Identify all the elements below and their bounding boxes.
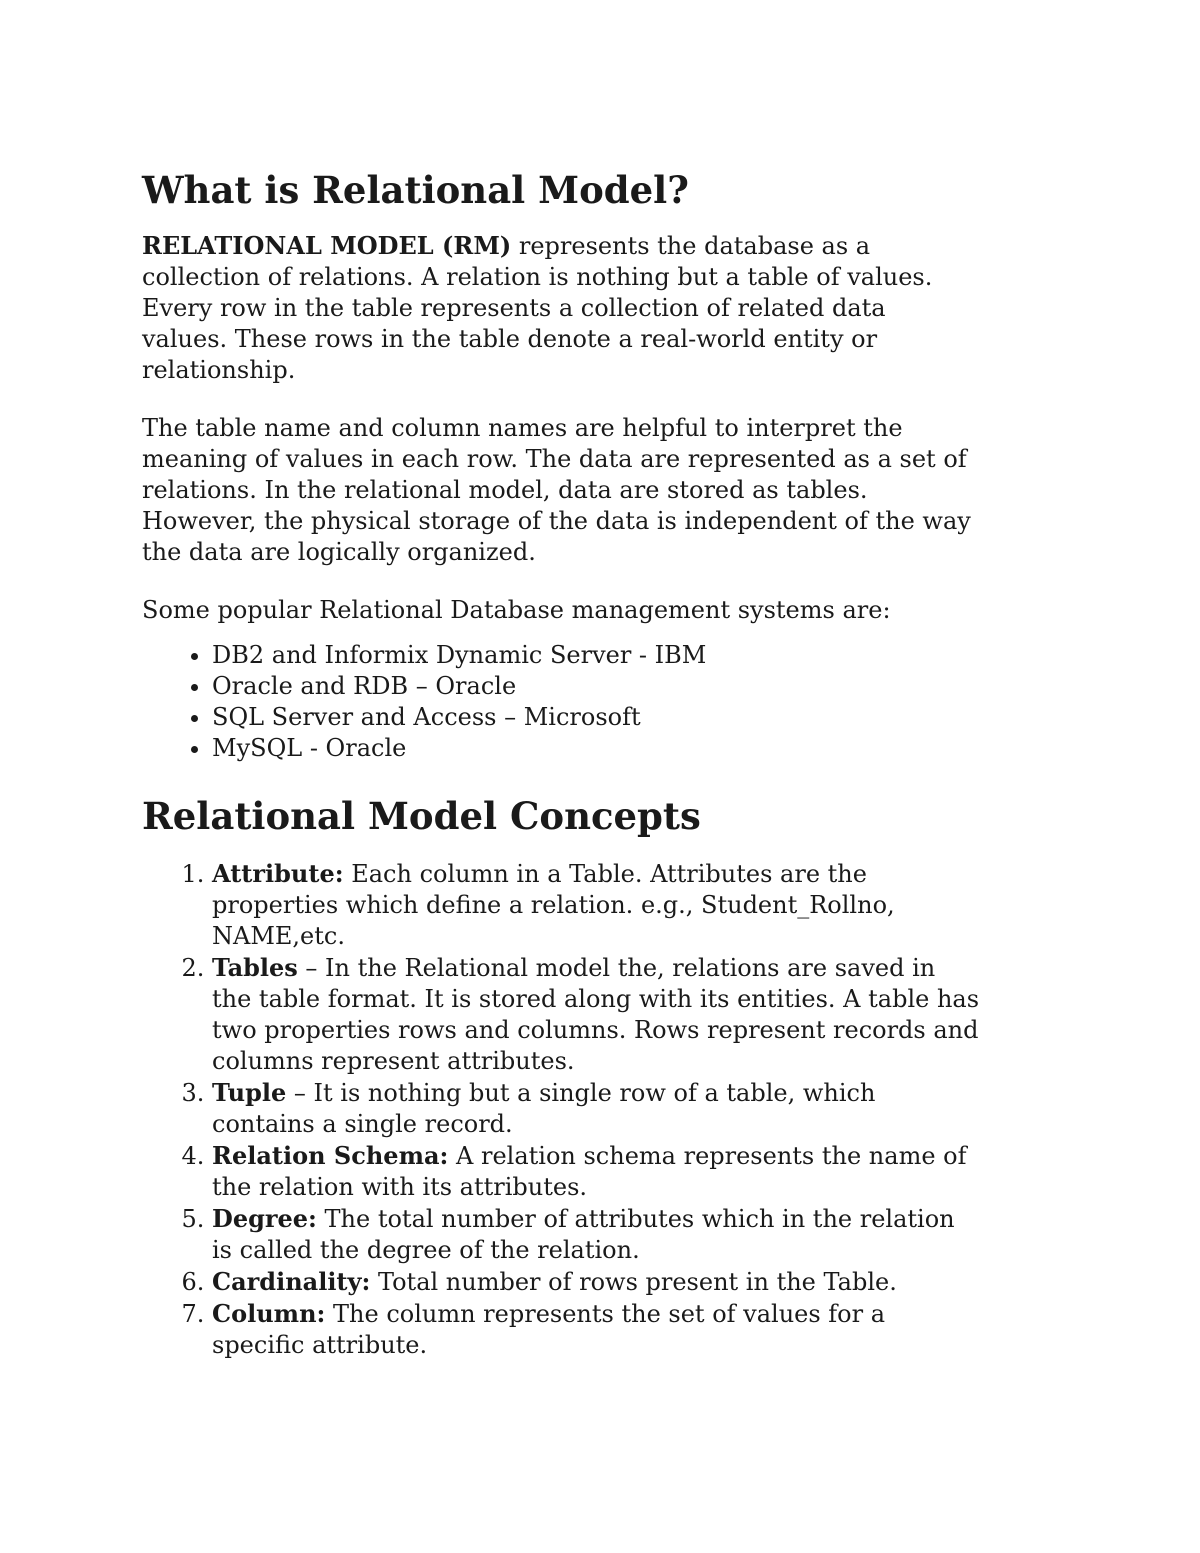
list-item — [212, 1298, 1072, 1361]
paragraph-table-names: The table name and column names are helpful to interpret the meaning of values in each row. The data are represented as a set of relations. In the relational model, data are stored as tables. However, the physical storage of the data is independent of the way the data are logically organized. — [142, 414, 971, 566]
concept-term: Tables — [212, 953, 298, 982]
concept-text: The total number of attributes which in the relation is called the degree of the relation. — [212, 1205, 955, 1264]
concept-term: Tuple — [212, 1078, 287, 1107]
document-page — [142, 164, 1072, 1361]
concept-text: A relation schema represents the name of the relation with its attributes. — [212, 1142, 967, 1201]
paragraph-rm-definition-text: represents the database as a collection of relations. A relation is nothing but a table of values. Every row in the table represents a collection of related data values. These rows in the table denote a real-world entity or relationship. — [142, 232, 933, 384]
paragraph-rm-definition — [142, 230, 1072, 386]
concept-term: Degree: — [212, 1204, 317, 1233]
concept-term: Relation Schema: — [212, 1141, 449, 1170]
heading-what-is-relational-model: What is Relational Model? — [142, 168, 689, 212]
concept-text: – It is nothing but a single row of a table, which contains a single record. — [212, 1079, 876, 1138]
list-item — [212, 1266, 1072, 1298]
concept-text: Each column in a Table. Attributes are the properties which define a relation. e.g., Student_Rollno, NAME,etc. — [212, 860, 895, 950]
heading-relational-model-concepts: Relational Model Concepts — [142, 794, 701, 838]
concepts-list — [142, 858, 1072, 1361]
concept-text: – In the Relational model the, relations are saved in the table format. It is stored along with its entities. A table has two properties rows and columns. Rows represent records and columns represent attributes. — [212, 954, 980, 1075]
list-item: • SQL Server and Access – Microsoft — [212, 702, 1072, 733]
list-item — [212, 1140, 1072, 1203]
list-item — [212, 952, 1072, 1077]
list-item: • MySQL - Oracle — [212, 733, 1072, 764]
concept-text: The column represents the set of values for a specific attribute. — [212, 1300, 886, 1359]
concept-text: Total number of rows present in the Table. — [370, 1268, 897, 1296]
list-item: • DB2 and Informix Dynamic Server - IBM — [212, 640, 1072, 671]
paragraph-popular-systems-intro: Some popular Relational Database management systems are: — [142, 596, 891, 624]
concept-term: Column: — [212, 1299, 326, 1328]
concept-term: Cardinality: — [212, 1267, 371, 1296]
concept-term: Attribute: — [212, 859, 344, 888]
rdbms-list — [142, 640, 1072, 764]
term-relational-model: RELATIONAL MODEL (RM) — [142, 231, 512, 260]
list-item — [212, 1077, 1072, 1140]
list-item: • Oracle and RDB – Oracle — [212, 671, 1072, 702]
list-item — [212, 1203, 1072, 1266]
list-item — [212, 858, 1072, 952]
